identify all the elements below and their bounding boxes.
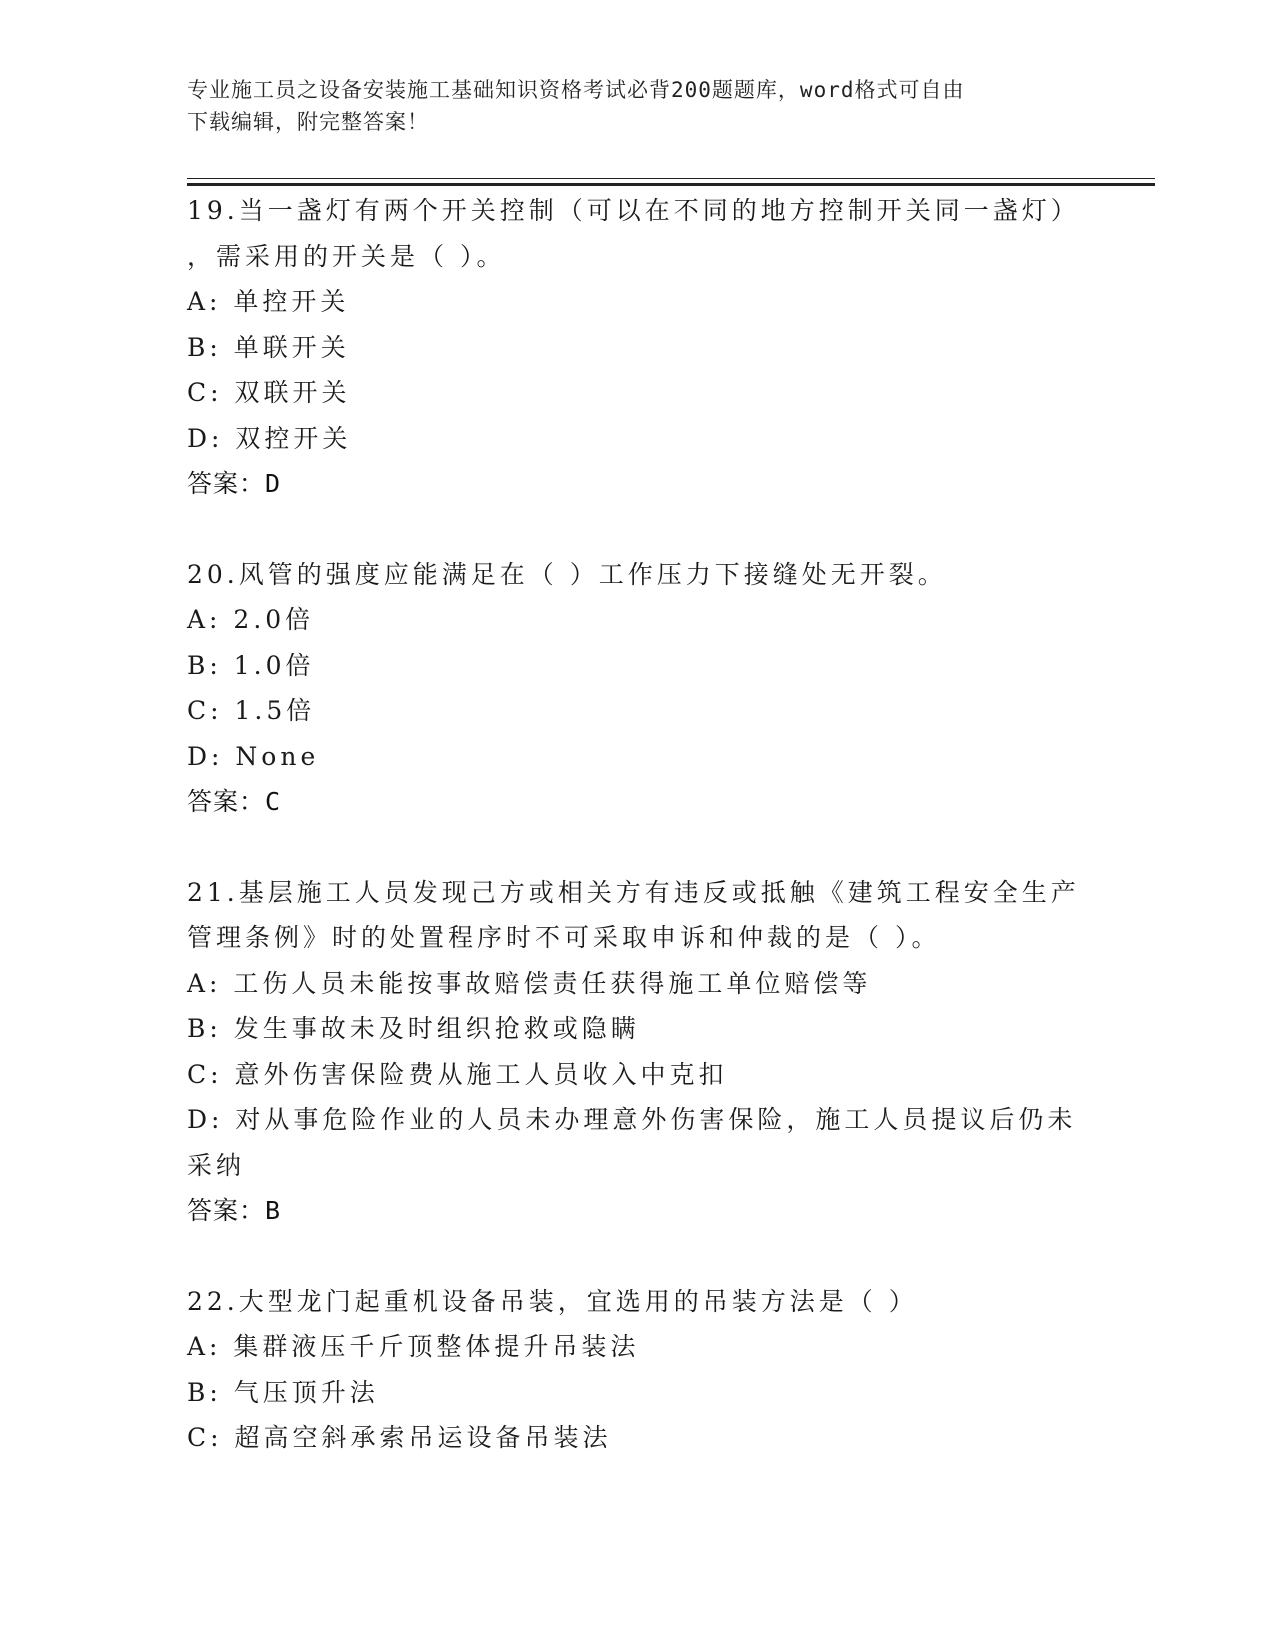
document-header: [187, 74, 1077, 138]
answer-label: 答案：: [187, 1196, 266, 1225]
answer-label: 答案：: [187, 469, 266, 498]
answer-value: D: [265, 469, 282, 498]
question-stem-line: 21.基层施工人员发现己方或相关方有违反或抵触《建筑工程安全生产: [187, 877, 1080, 907]
option-d: D: None: [187, 741, 320, 771]
question-stem-line: 19.当一盏灯有两个开关控制（可以在不同的地方控制开关同一盏灯）: [187, 196, 1080, 225]
question-spacer: [187, 825, 1087, 870]
question-list: [187, 188, 1087, 1461]
question-20: [187, 552, 1087, 825]
question-stem-line: 管理条例》时的处置程序时不可采取申诉和仲裁的是（ ）。: [187, 923, 941, 952]
option-b: B: 1.0倍: [187, 650, 315, 680]
option-b: B: 单联开关: [187, 332, 350, 362]
question-stem-line: 20.风管的强度应能满足在（ ）工作压力下接缝处无开裂。: [187, 559, 947, 589]
answer-label: 答案：: [187, 787, 266, 816]
answer-line: [187, 1188, 1087, 1234]
question-19: [187, 188, 1087, 507]
option-a: A: 工伤人员未能按事故赔偿责任获得施工单位赔偿等: [187, 968, 872, 998]
option-b: B: 气压顶升法: [187, 1377, 379, 1407]
question-stem-line: 22.大型龙门起重机设备吊装，宜选用的吊装方法是（ ）: [187, 1286, 918, 1316]
option-d: D: 双控开关: [187, 423, 352, 453]
question-stem-line: ，需采用的开关是（ ）。: [187, 241, 506, 271]
option-a: A: 2.0倍: [187, 605, 315, 634]
option-a: A: 集群液压千斤顶整体提升吊装法: [187, 1332, 640, 1361]
question-22: [187, 1279, 1087, 1461]
option-b: B: 发生事故未及时组织抢救或隐瞒: [187, 1014, 640, 1043]
option-c: C: 意外伤害保险费从施工人员收入中克扣: [187, 1059, 728, 1089]
question-spacer: [187, 507, 1087, 552]
answer-value: C: [265, 787, 282, 816]
header-line-2: 下载编辑，附完整答案！: [187, 110, 429, 134]
option-c: C: 超高空斜承索吊运设备吊装法: [187, 1423, 612, 1452]
answer-line: [187, 461, 1087, 507]
answer-value: B: [265, 1196, 282, 1225]
option-a: A: 单控开关: [187, 287, 350, 316]
option-c: C: 双联开关: [187, 378, 351, 407]
option-c: C: 1.5倍: [187, 696, 316, 725]
option-d: D: 对从事危险作业的人员未办理意外伤害保险，施工人员提议后仍未: [187, 1105, 1077, 1134]
question-21: [187, 870, 1087, 1234]
question-spacer: [187, 1234, 1087, 1279]
header-line-1: 专业施工员之设备安装施工基础知识资格考试必背200题题库，word格式可自由: [187, 78, 965, 102]
header-rule-thick: [187, 183, 1155, 186]
option-d-continued: 采纳: [187, 1150, 246, 1180]
answer-line: [187, 779, 1087, 825]
header-rule-thin: [187, 178, 1155, 179]
